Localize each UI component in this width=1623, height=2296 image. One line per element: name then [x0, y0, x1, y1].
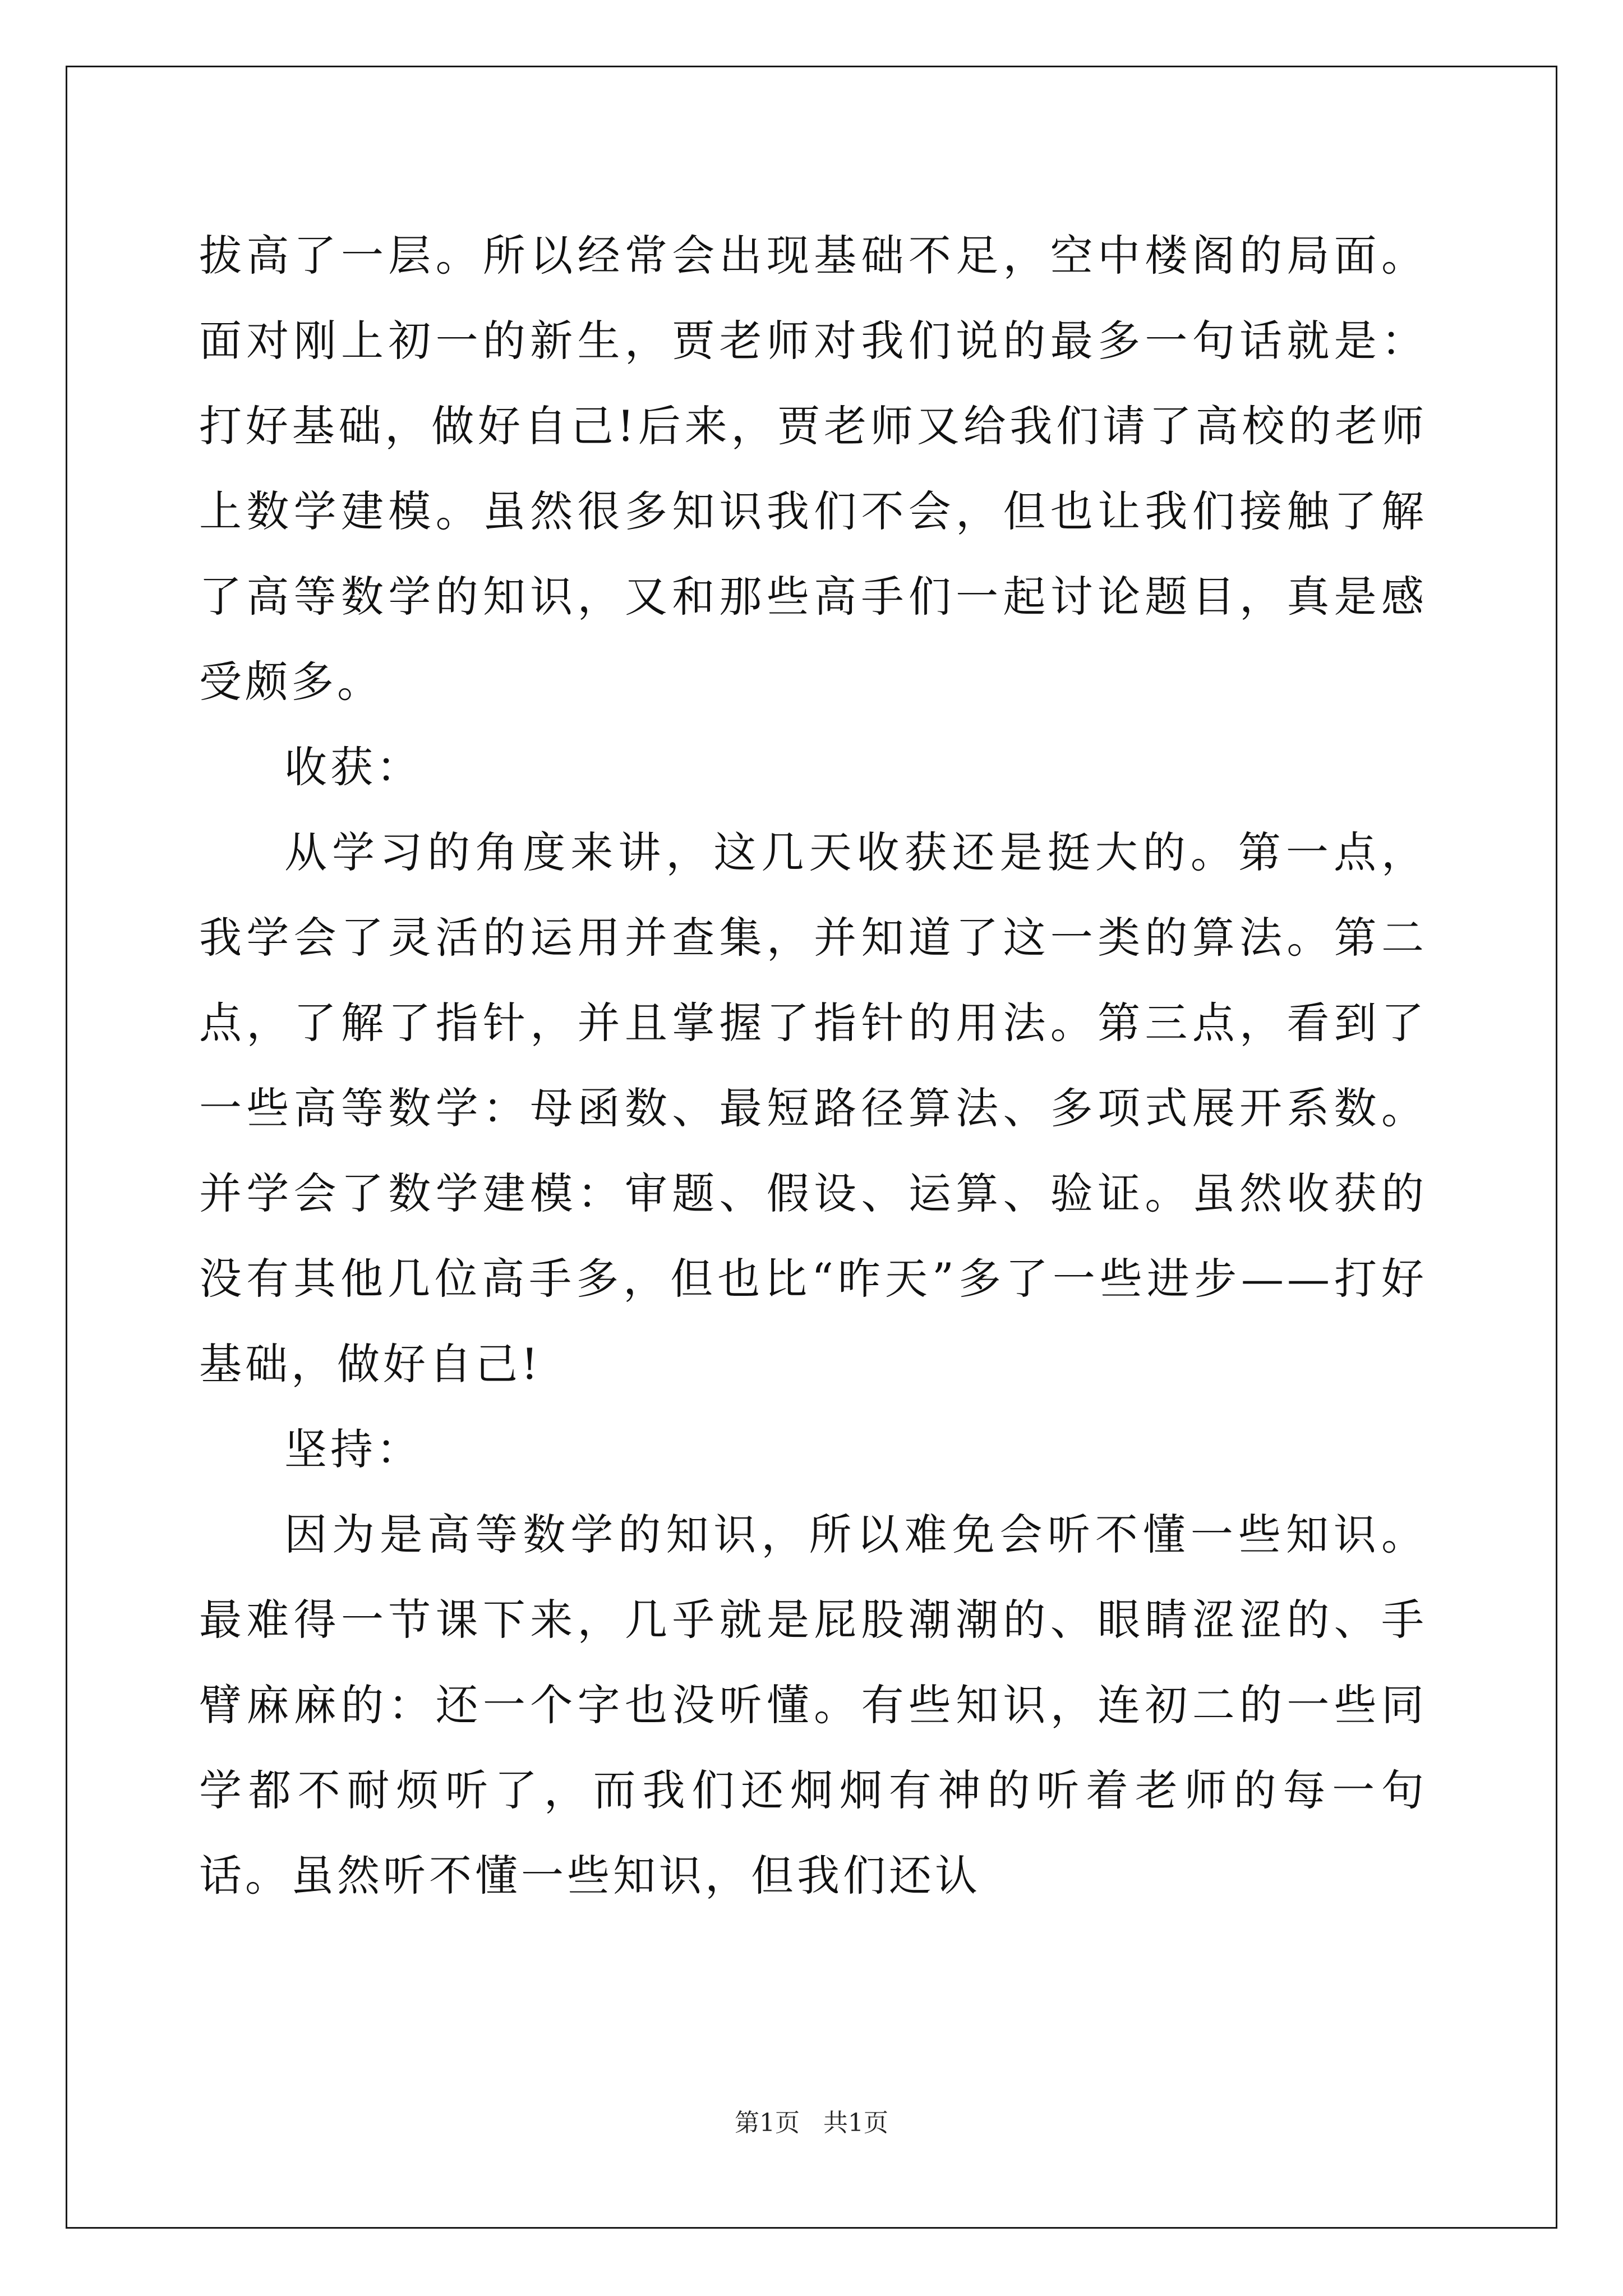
paragraph-persistence: 因为是高等数学的知识，所以难免会听不懂一些知识。最难得一节课下来，几乎就是屁股潮潮的、眼睛涩涩的、手臂麻麻的：还一个字也没听懂。有些知识，连初二的一些同学都不耐烦听了，而我们还炯炯有神的听着老师的每一句话。虽然听不懂一些知识，但我们还认 [199, 1510, 1427, 1901]
page-number-total: 共1页 [823, 2109, 888, 2137]
page-footer [0, 2102, 1623, 2138]
heading-harvest: 收获： [284, 742, 422, 792]
paragraph-harvest: 从学习的角度来讲，这几天收获还是挺大的。第一点，我学会了灵活的运用并查集，并知道了这一类的算法。第二点，了解了指针，并且掌握了指针的用法。第三点，看到了一些高等数学：母函数、最短路径算法、多项式展开系数。并学会了数学建模：审题、假设、运算、验证。虽然收获的没有其他几位高手多，但也比“昨天”多了一些进步——打好基础，做好自己! [199, 827, 1427, 1389]
heading-persistence: 坚持： [284, 1424, 422, 1474]
document-body [199, 213, 1427, 1918]
paragraph-intro: 拔高了一层。所以经常会出现基础不足，空中楼阁的局面。面对刚上初一的新生，贾老师对我们说的最多一句话就是：打好基础，做好自己!后来，贾老师又给我们请了高校的老师上数学建模。虽然很多知识我们不会，但也让我们接触了解了高等数学的知识，又和那些高手们一起讨论题目，真是感受颇多。 [199, 231, 1427, 707]
page-number-current: 第1页 [735, 2109, 800, 2137]
